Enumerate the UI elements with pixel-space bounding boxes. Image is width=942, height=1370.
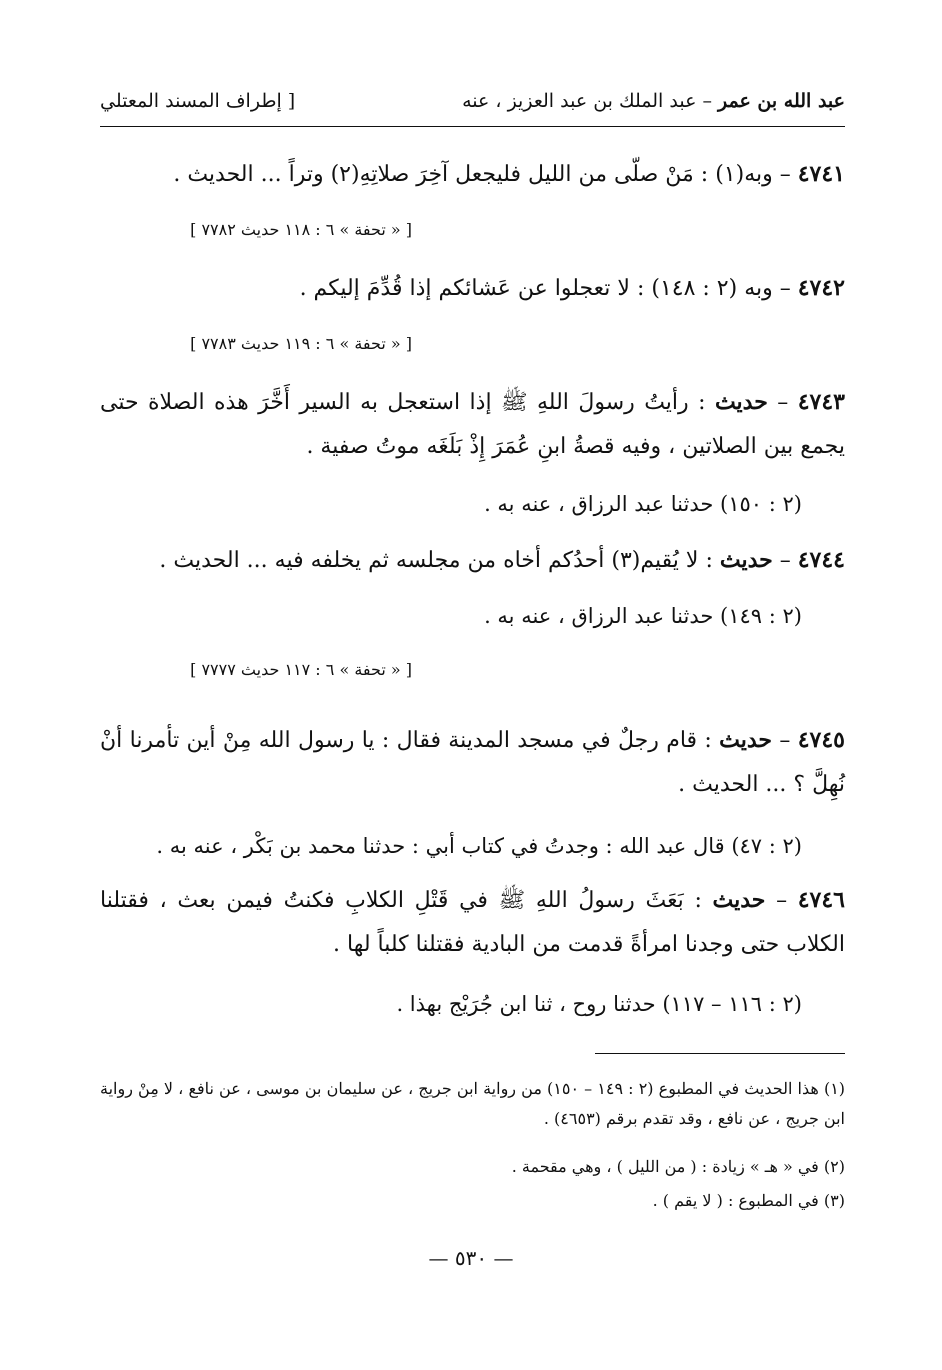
source-line: (٢ : ١٥٠) حدثنا عبد الرزاق ، عنه به . xyxy=(484,492,802,516)
tuhfa-reference: [ « تحفة » ٦ : ١١٧ حديث ٧٧٧٧ ] xyxy=(190,660,412,679)
entry-text: – حديث : لا يُقيم(٣) أحدُكم أخاه من مجلسه ثم يخلفه فيه ... الحديث . xyxy=(159,547,798,573)
entry-4746 xyxy=(100,878,845,967)
entry-4745 xyxy=(100,718,845,807)
entry-text: – وبه(١) : مَنْ صلّى من الليل فليجعل آخِرَ صلاتِهِ(٢) وتراً ... الحديث . xyxy=(173,162,798,187)
entry-number: ٤٧٤٥ xyxy=(797,727,845,753)
tuhfa-reference: [ « تحفة » ٦ : ١١٨ حديث ٧٧٨٢ ] xyxy=(190,220,412,239)
footnote-3: (٣) في المطبوع : ( لا يقم ) . xyxy=(652,1191,845,1210)
header-title-rest: – عبد الملك بن عبد العزيز ، عنه xyxy=(462,90,718,112)
header-title-bold: عبد الله بن عمر xyxy=(718,90,845,112)
entry-number: ٤٧٤٢ xyxy=(797,275,845,301)
header-title xyxy=(462,90,845,112)
entry-number: ٤٧٤٤ xyxy=(797,547,845,573)
entry-number: ٤٧٤٦ xyxy=(797,887,845,913)
entry-4742 xyxy=(100,266,845,311)
entry-4744 xyxy=(100,538,845,583)
entry-text: – حديث : قام رجلٌ في مسجد المدينة فقال : يا رسول الله مِنْ أين تأمرنا أنْ نُهِلَّ ؟ ... الحديث . xyxy=(100,727,845,797)
entry-text: – حديث : بَعَثَ رسولُ اللهِ ﷺ في قَتْلِ الكلابِ فكنتُ فيمن بعث ، فقتلنا الكلاب حتى وجدنا امرأةً قدمت من البادية فقتلنا كلباً لها . xyxy=(100,887,845,957)
tuhfa-reference: [ « تحفة » ٦ : ١١٩ حديث ٧٧٨٣ ] xyxy=(190,334,412,353)
entry-keyword: حديث xyxy=(712,887,766,913)
entry-body: : لا يُقيم(٣) أحدُكم أخاه من مجلسه ثم يخلفه فيه ... الحديث . xyxy=(159,548,720,573)
source-line: (٢ : ١٤٩) حدثنا عبد الرزاق ، عنه به . xyxy=(484,604,802,628)
entry-keyword: حديث xyxy=(719,727,773,753)
entry-text: – حديث : رأيتُ رسولَ اللهِ ﷺ إذا استعجل به السير أَخَّرَ هذه الصلاة حتى يجمع بين الصلاتين ، وفيه قصةُ ابنِ عُمَرَ إِذْ بَلَغَه موتُ صفية . xyxy=(100,389,845,459)
page-number: — ٥٣٠ — xyxy=(428,1246,514,1270)
footnote-2: (٢) في « هـ » زيادة : ( من الليل ) ، وهي مقحمة . xyxy=(511,1157,845,1176)
source-line: (٢ : ١١٦ – ١١٧) حدثنا روح ، ثنا ابن جُرَيْج بهذا . xyxy=(396,992,802,1016)
entry-body: : رأيتُ رسولَ اللهِ ﷺ إذا استعجل به السير أَخَّرَ هذه الصلاة حتى يجمع بين الصلاتين ، وفيه قصةُ ابنِ عُمَرَ إِذْ بَلَغَه موتُ صفية . xyxy=(100,390,845,459)
header-book-title: [ إطراف المسند المعتلي xyxy=(100,90,296,112)
entry-keyword: حديث xyxy=(714,389,768,415)
entry-number: ٤٧٤١ xyxy=(797,161,845,187)
footnote-separator xyxy=(595,1053,845,1054)
footnote-1: (١) هذا الحديث في المطبوع (٢ : ١٤٩ – ١٥٠) من رواية ابن جريج ، عن سليمان بن موسى ، عن نافع ، لا مِنْ رواية ابن جريج ، عن نافع ، وقد تقدم برقم (٤٦٥٣) . xyxy=(100,1079,846,1128)
entry-4741 xyxy=(100,152,845,197)
entry-keyword: حديث xyxy=(719,547,773,573)
running-header xyxy=(100,86,845,127)
source-line: (٢ : ٤٧) قال عبد الله : وجدتُ في كتاب أبي : حدثنا محمد بن بَكْر ، عنه به . xyxy=(156,834,802,858)
entry-number: ٤٧٤٣ xyxy=(797,389,845,415)
entry-body: : قام رجلٌ في مسجد المدينة فقال : يا رسول الله مِنْ أين تأمرنا أنْ نُهِلَّ ؟ ... الحديث . xyxy=(100,728,845,797)
entry-body: : بَعَثَ رسولُ اللهِ ﷺ في قَتْلِ الكلابِ فكنتُ فيمن بعث ، فقتلنا الكلاب حتى وجدنا امرأةً قدمت من البادية فقتلنا كلباً لها . xyxy=(100,888,845,957)
entry-4743 xyxy=(100,380,845,469)
entry-text: – وبه (٢ : ١٤٨) : لا تعجلوا عن عَشائكم إذا قُدِّمَ إليكم . xyxy=(299,276,798,301)
